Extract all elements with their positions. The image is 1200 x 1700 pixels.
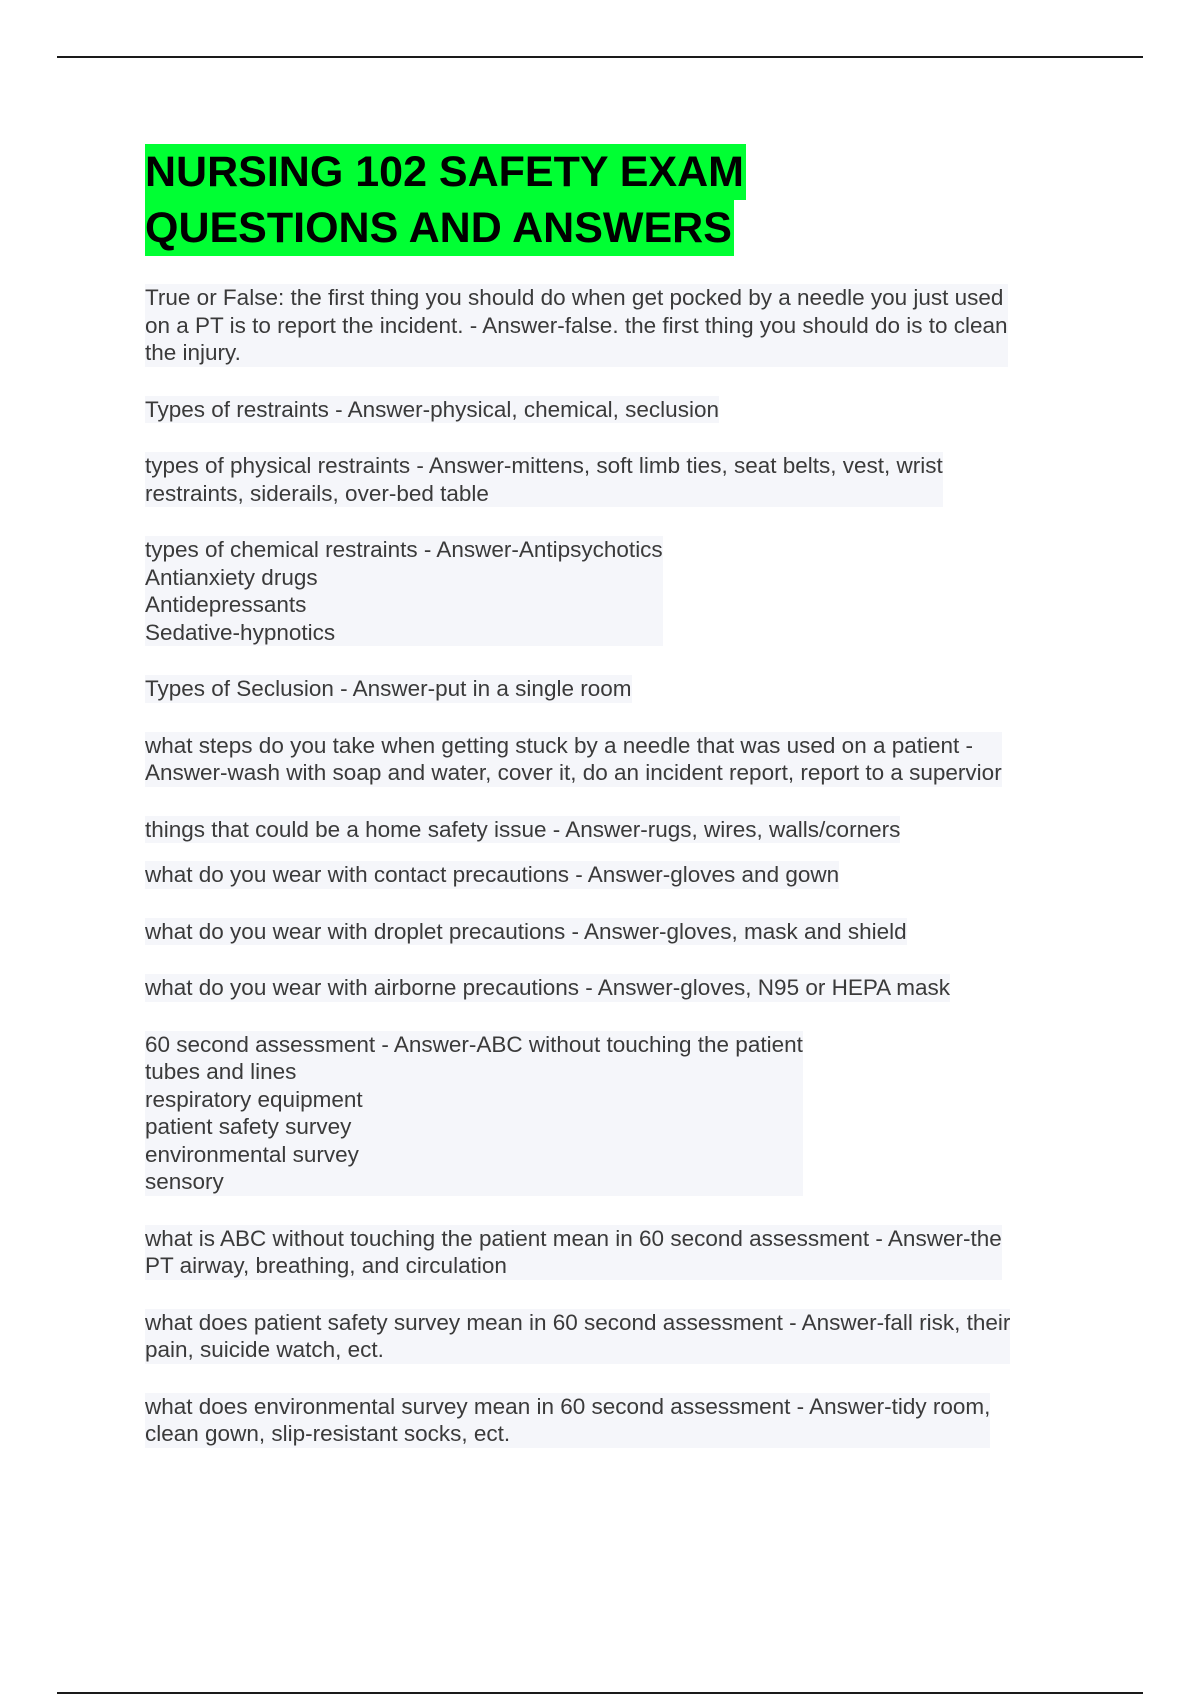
footer-rule (57, 1692, 1143, 1694)
qa-text: what do you wear with contact precautions - Answer-gloves and gown (145, 862, 840, 887)
qa-item (145, 1393, 1085, 1448)
qa-item (145, 732, 1085, 787)
qa-item (145, 284, 1085, 367)
qa-text: 60 second assessment - Answer-ABC without touching the patient tubes and lines respiratory equipment patient safety survey environmental survey sensory (145, 1031, 803, 1194)
qa-item (145, 1309, 1085, 1364)
qa-item (145, 861, 1085, 889)
qa-item (145, 452, 1085, 507)
qa-text: True or False: the first thing you should do when get pocked by a needle you just used on a PT is to report the incident. - Answer-false. the first thing you should do is to clean the injury. (145, 285, 1008, 365)
qa-text: what do you wear with droplet precautions - Answer-gloves, mask and shield (145, 918, 907, 944)
qa-item (145, 974, 1085, 1002)
qa-text: what does patient safety survey mean in 60 second assessment - Answer-fall risk, their pain, suicide watch, ect. (145, 1309, 1011, 1362)
title-line-2: QUESTIONS AND ANSWERS (145, 200, 734, 256)
qa-text: Types of Seclusion - Answer-put in a single room (145, 676, 632, 701)
qa-item (145, 1031, 1085, 1196)
qa-item (145, 675, 1085, 703)
qa-item (145, 536, 1085, 646)
qa-item (145, 1225, 1085, 1280)
qa-item (145, 816, 1085, 844)
qa-text: what steps do you take when getting stuck by a needle that was used on a patient - Answer-wash with soap and water, cover it, do an incident report, report to a supervior (145, 732, 1002, 785)
qa-text: types of chemical restraints - Answer-Antipsychotics Antianxiety drugs Antidepressants Sedative-hypnotics (145, 537, 663, 645)
qa-text: types of physical restraints - Answer-mittens, soft limb ties, seat belts, vest, wrist restraints, siderails, over-bed table (145, 453, 943, 506)
qa-text: what is ABC without touching the patient mean in 60 second assessment - Answer-the PT airway, breathing, and circulation (145, 1225, 1002, 1278)
qa-text: Types of restraints - Answer-physical, chemical, seclusion (145, 396, 719, 422)
qa-text: things that could be a home safety issue - Answer-rugs, wires, walls/corners (145, 816, 901, 842)
qa-text: what do you wear with airborne precautions - Answer-gloves, N95 or HEPA mask (145, 975, 950, 1000)
title-line-1: NURSING 102 SAFETY EXAM (145, 144, 746, 200)
qa-list (145, 284, 1085, 1448)
qa-item (145, 918, 1085, 946)
qa-text: what does environmental survey mean in 60 second assessment - Answer-tidy room, clean gown, slip-resistant socks, ect. (145, 1393, 991, 1446)
header-rule (57, 56, 1143, 58)
qa-item (145, 396, 1085, 424)
document-title (145, 144, 746, 256)
